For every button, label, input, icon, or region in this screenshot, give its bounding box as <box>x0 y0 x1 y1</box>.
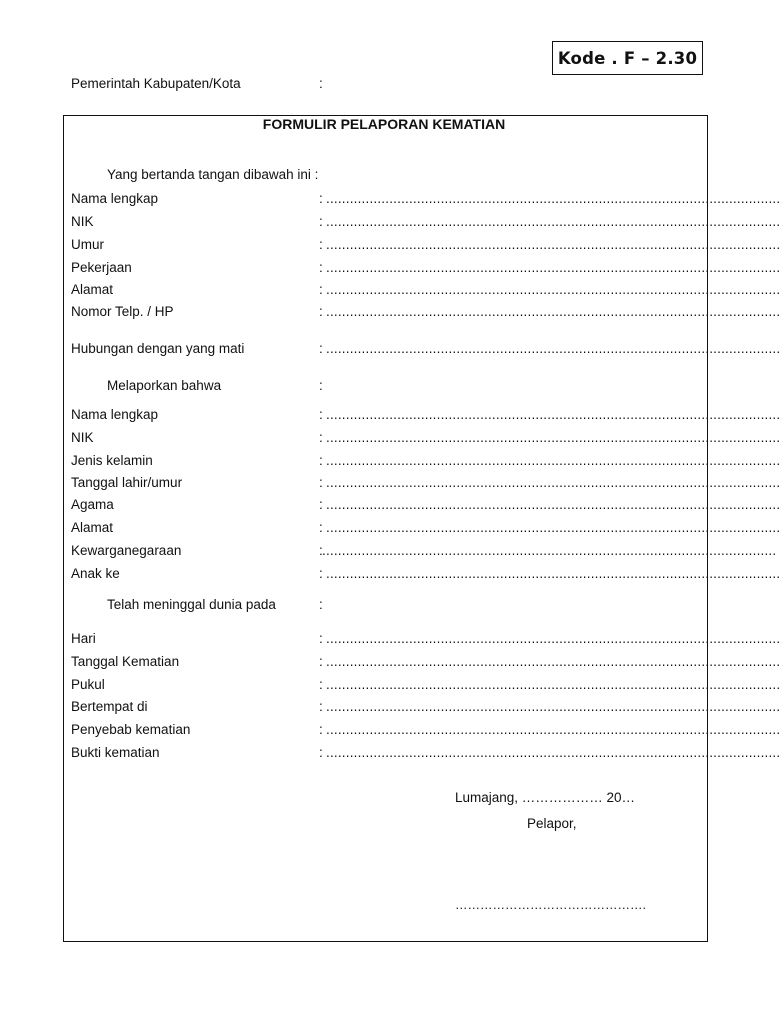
field-colon: : <box>319 475 323 490</box>
field-colon: : <box>319 654 323 669</box>
field-label: NIK <box>71 214 94 229</box>
report-intro: Melaporkan bahwa <box>107 378 222 393</box>
field-colon: : <box>319 520 323 535</box>
field-blank[interactable]: ................................................................................................................... <box>326 453 780 468</box>
field-blank[interactable]: ................................................................................................................... <box>326 214 780 229</box>
field-colon: : <box>319 407 323 422</box>
field-colon: : <box>319 722 323 737</box>
field-row <box>71 699 780 717</box>
field-label: Jenis kelamin <box>71 453 153 468</box>
field-blank[interactable]: ................................................................................................................... <box>326 475 780 490</box>
field-blank[interactable]: ................................................................................................................... <box>326 745 780 760</box>
field-blank[interactable]: ................................................................................................................... <box>326 631 780 646</box>
field-label: Nama lengkap <box>71 191 159 206</box>
field-colon: : <box>319 237 323 252</box>
field-blank[interactable]: ................................................................................................................... <box>326 341 780 356</box>
field-blank[interactable]: ................................................................................................................... <box>326 304 780 319</box>
field-row <box>71 282 780 300</box>
field-label: Penyebab kematian <box>71 722 191 737</box>
field-row <box>71 745 780 763</box>
field-label: Hari <box>71 631 96 646</box>
death-intro-row <box>71 597 691 615</box>
field-colon: : <box>319 378 323 393</box>
field-colon: : <box>319 543 323 558</box>
field-label: Alamat <box>71 520 114 535</box>
field-label: Bukti kematian <box>71 745 160 760</box>
field-row <box>71 260 780 278</box>
field-colon: : <box>319 453 323 468</box>
field-blank[interactable]: ................................................................................................................... <box>326 699 780 714</box>
field-colon: : <box>319 597 323 612</box>
field-colon: : <box>319 430 323 445</box>
field-colon: : <box>319 341 323 356</box>
field-label: Nomor Telp. / HP <box>71 304 174 319</box>
field-label: Agama <box>71 497 114 512</box>
field-colon: : <box>319 260 323 275</box>
field-blank[interactable]: ................................................................................................................... <box>326 191 780 206</box>
field-row <box>71 520 780 538</box>
reporter-intro-row <box>71 167 691 185</box>
field-colon: : <box>319 497 323 512</box>
signature-role: Pelapor, <box>527 816 577 831</box>
field-row <box>71 497 780 515</box>
field-blank[interactable]: ................................................................................................................... <box>326 237 780 252</box>
field-label: Nama lengkap <box>71 407 159 422</box>
field-blank[interactable]: ................................................................................................................... <box>326 430 780 445</box>
field-colon: : <box>319 699 323 714</box>
field-row <box>71 654 780 672</box>
field-row <box>71 407 780 425</box>
field-row <box>71 475 780 493</box>
signature-place-date: Lumajang, ……………… 20… <box>455 790 636 805</box>
field-colon: : <box>319 566 323 581</box>
field-blank[interactable]: ................................................................................................................... <box>326 260 780 275</box>
field-row <box>71 543 777 561</box>
field-colon: : <box>319 191 323 206</box>
field-label: Alamat <box>71 282 114 297</box>
field-label: Pukul <box>71 677 105 692</box>
government-colon: : <box>319 76 323 91</box>
field-row <box>71 214 780 232</box>
field-label: Kewarganegaraan <box>71 543 182 558</box>
field-colon: : <box>319 214 323 229</box>
field-blank[interactable]: ................................................................................................................... <box>326 654 780 669</box>
field-colon: : <box>319 677 323 692</box>
field-colon: : <box>319 745 323 760</box>
field-blank[interactable]: ................................................................................................................... <box>326 520 780 535</box>
field-label: Umur <box>71 237 104 252</box>
field-row <box>71 566 780 584</box>
field-row <box>71 722 780 740</box>
field-blank[interactable]: ................................................................................................................... <box>326 282 780 297</box>
field-blank[interactable]: ................................................................................................................... <box>326 566 780 581</box>
field-label: Bertempat di <box>71 699 148 714</box>
signature-name-line[interactable]: ………………………………………. <box>455 898 646 912</box>
field-row <box>71 430 780 448</box>
field-blank[interactable]: ................................................................................................................... <box>326 407 780 422</box>
field-blank[interactable]: ................................................................................................................... <box>322 543 777 558</box>
field-colon: : <box>319 631 323 646</box>
field-label: Pekerjaan <box>71 260 132 275</box>
field-label: Anak ke <box>71 566 120 581</box>
field-colon: : <box>319 282 323 297</box>
field-row <box>71 677 780 695</box>
field-row <box>71 237 780 255</box>
relationship-label: Hubungan dengan yang mati <box>71 341 245 356</box>
reporter-intro: Yang bertanda tangan dibawah ini : <box>107 167 319 182</box>
form-code-box: Kode . F – 2.30 <box>552 41 703 75</box>
field-blank[interactable]: ................................................................................................................... <box>326 497 780 512</box>
report-intro-row <box>71 378 691 396</box>
government-label: Pemerintah Kabupaten/Kota <box>71 76 241 91</box>
field-row <box>71 453 780 471</box>
field-row <box>71 304 780 322</box>
field-blank[interactable]: ................................................................................................................... <box>326 722 780 737</box>
field-label: Tanggal lahir/umur <box>71 475 183 490</box>
field-row <box>71 631 780 649</box>
death-intro: Telah meninggal dunia pada <box>107 597 276 612</box>
field-row <box>71 341 780 359</box>
field-blank[interactable]: ................................................................................................................... <box>326 677 780 692</box>
field-label: NIK <box>71 430 94 445</box>
field-colon: : <box>319 304 323 319</box>
field-row <box>71 191 780 209</box>
field-label: Tanggal Kematian <box>71 654 180 669</box>
form-title: FORMULIR PELAPORAN KEMATIAN <box>262 116 506 132</box>
